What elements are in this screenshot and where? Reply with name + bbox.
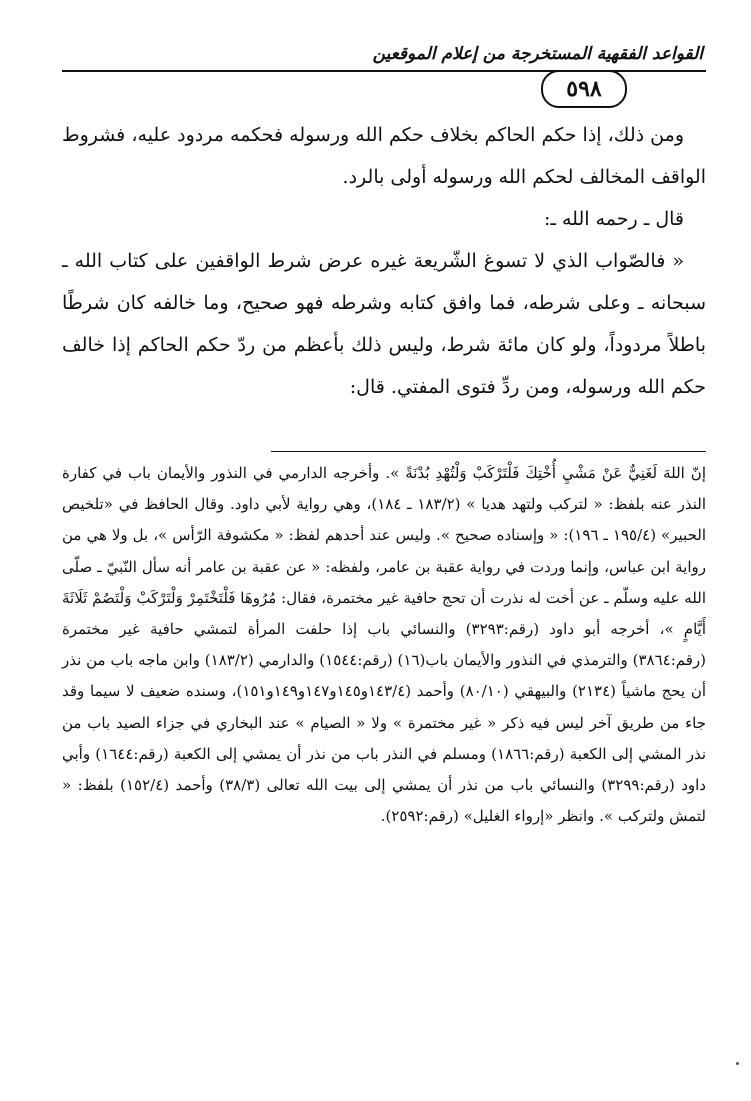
page-number: ٥٩٨ (566, 76, 602, 102)
scan-speck (736, 1062, 739, 1065)
page-number-badge (541, 70, 627, 108)
footnote-separator (271, 451, 706, 452)
footnote-paragraph: إنّ اللهَ لَغَنِيٌّ عَنْ مَشْيِ أُخْتِكَ فَلْتَرْكَبْ وَلْتُهْدِ بُدْنَةً ». وأخرجه الدارمي في النذور والأيمان باب في كفارة النذر عنه بلفظ: « لتركب ولتهد هديا » (١٨٣/٢ ـ ١٨٤)، وهي رواية لأبي داود. وقال الحافظ في «تلخيص الحبير» (١٩٥/٤ ـ ١٩٦): « وإسناده صحيح ». وليس عند أحدهم لفظ: « مكشوفة الرّأس »، بل ولا هي من رواية ابن عباس، وإنما وردت في رواية عقبة بن عامر، ولفظه: « عن عقبة بن عامر أنه سأل النّبيّ ـ صلّى الله عليه وسلّم ـ عن أخت له نذرت أن تحج حافية غير مختمرة، فقال: مُرُوهَا فَلْتَخْتَمِرْ وَلْتَرْكَبْ وَلْتَصُمْ ثَلَاثَةَ أَيَّامٍ »، أخرجه أبو داود (رقم:٣٢٩٣) والنسائي باب إذا حلفت المرأة لتمشي حافية غير مختمرة (رقم:٣٨٦٤) والترمذي في النذور والأيمان باب(١٦) (رقم:١٥٤٤) والدارمي (١٨٣/٢) وابن ماجه باب من نذر أن يحج ماشياً (٢١٣٤) والبيهقي (٨٠/١٠) وأحمد (١٤٣/٤و١٤٥و١٤٧و١٤٩و١٥١)، وسنده ضعيف لا سيما وقد جاء من طريق آخر ليس فيه ذكر « غير مختمرة » ولا « الصيام » عند البخاري في جزاء الصيد باب من نذر المشي إلى الكعبة (رقم:١٨٦٦) ومسلم في النذر باب من نذر أن يمشي إلى الكعبة (رقم:١٦٤٤) وأبي داود (رقم:٣٢٩٩) والنسائي باب من نذر أن يمشي إلى بيت الله تعالى (٣٨/٣) وأحمد (١٥٢/٤) بلفظ: « لتمش ولتركب ». وانظر «إرواء الغليل» (رقم:٢٥٩٢). (62, 464, 707, 826)
main-paragraph-2: قال ـ رحمه الله ـ: (543, 208, 684, 230)
main-text-body (62, 114, 706, 408)
footnotes-section (62, 458, 706, 832)
main-paragraph-3: « فالصّواب الذي لا تسوغ الشّريعة غيره عرض شرط الواقفين على كتاب الله ـ سبحانه ـ وعلى شرطه، فما وافق كتابه وشرطه فهو صحيح، وما خالفه كان شرطًا باطلاً مردوداً، ولو كان مائة شرط، وليس ذلك بأعظم من ردّ حكم الحاكم إذا خالف حكم الله ورسوله، ومن ردِّ فتوى المفتي. قال: (62, 250, 706, 398)
running-header-title: القواعد الفقهية المستخرجة من إعلام الموقعين (372, 44, 703, 64)
main-paragraph-1: ومن ذلك، إذا حكم الحاكم بخلاف حكم الله ورسوله فحكمه مردود عليه، فشروط الواقف المخالف لحكم الله ورسوله أولى بالرد. (62, 124, 706, 188)
